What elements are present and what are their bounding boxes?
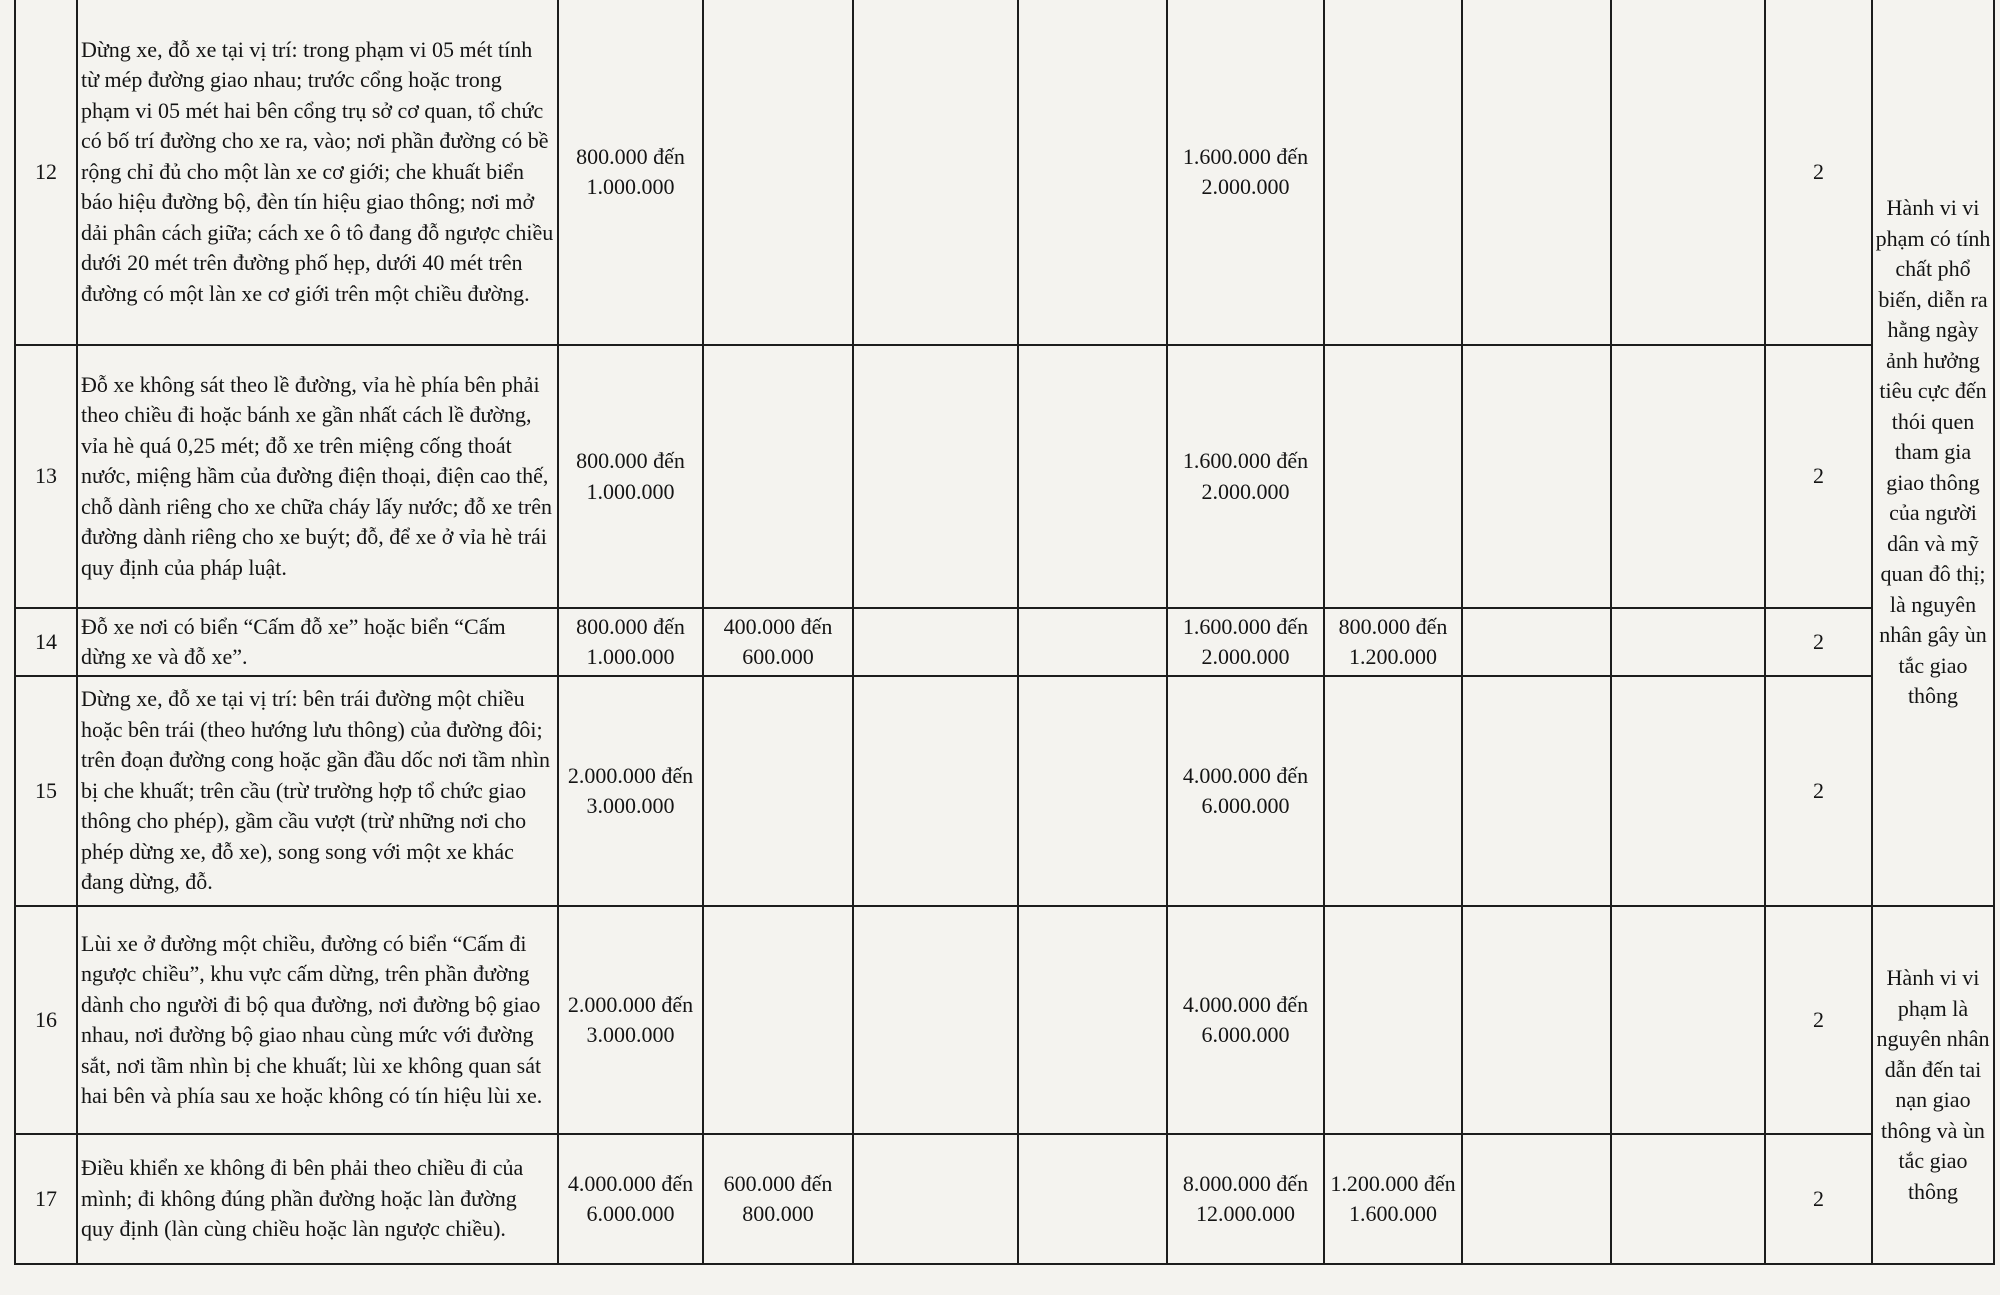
row-number: 13	[15, 345, 77, 608]
fine-cell	[703, 345, 853, 608]
violation-description: Dừng xe, đỗ xe tại vị trí: bên trái đường một chiều hoặc bên trái (theo hướng lưu thông) của đường đôi; trên đoạn đường cong hoặc gần đầu dốc nơi tầm nhìn bị che khuất; trên cầu (trừ trường hợp tổ chức giao thông cho phép), gầm cầu vượt (trừ những nơi cho phép dừng xe, đỗ xe), song song với một xe khác đang dừng, đỗ.	[77, 676, 558, 906]
fine-cell: 4.000.000 đến 6.000.000	[558, 1134, 703, 1264]
fine-cell: 2.000.000 đến 3.000.000	[558, 676, 703, 906]
table-row	[15, 0, 1994, 345]
fine-cell: 800.000 đến 1.200.000	[1324, 608, 1462, 676]
fine-cell	[1324, 345, 1462, 608]
points-cell: 2	[1765, 906, 1872, 1134]
violation-description: Điều khiển xe không đi bên phải theo chiều đi của mình; đi không đúng phần đường hoặc làn đường quy định (làn cùng chiều hoặc làn ngược chiều).	[77, 1134, 558, 1264]
points-cell: 2	[1765, 676, 1872, 906]
fine-cell	[853, 608, 1018, 676]
fine-cell	[1462, 676, 1611, 906]
table-row	[15, 906, 1994, 1134]
fine-cell	[1462, 0, 1611, 345]
penalty-table	[14, 0, 1995, 1265]
table-row	[15, 345, 1994, 608]
table-row	[15, 676, 1994, 906]
fine-cell	[703, 906, 853, 1134]
fine-cell	[1462, 906, 1611, 1134]
fine-cell: 1.600.000 đến 2.000.000	[1167, 0, 1324, 345]
fine-cell	[1611, 0, 1765, 345]
violation-description: Đỗ xe nơi có biển “Cấm đỗ xe” hoặc biển “Cấm dừng xe và đỗ xe”.	[77, 608, 558, 676]
fine-cell	[853, 906, 1018, 1134]
fine-cell	[853, 676, 1018, 906]
row-number: 16	[15, 906, 77, 1134]
fine-cell	[853, 1134, 1018, 1264]
fine-cell: 800.000 đến 1.000.000	[558, 608, 703, 676]
fine-cell	[1018, 608, 1167, 676]
table-row	[15, 608, 1994, 676]
fine-cell: 400.000 đến 600.000	[703, 608, 853, 676]
fine-cell: 600.000 đến 800.000	[703, 1134, 853, 1264]
note-cell-group-2: Hành vi vi phạm là nguyên nhân dẫn đến tai nạn giao thông và ùn tắc giao thông	[1872, 906, 1994, 1264]
row-number: 14	[15, 608, 77, 676]
fine-cell: 800.000 đến 1.000.000	[558, 345, 703, 608]
fine-cell	[1611, 608, 1765, 676]
note-cell-group-1: Hành vi vi phạm có tính chất phổ biến, diễn ra hằng ngày ảnh hưởng tiêu cực đến thói quen tham gia giao thông của người dân và mỹ quan đô thị; là nguyên nhân gây ùn tắc giao thông	[1872, 0, 1994, 906]
row-number: 15	[15, 676, 77, 906]
points-cell: 2	[1765, 1134, 1872, 1264]
violation-description: Đỗ xe không sát theo lề đường, vỉa hè phía bên phải theo chiều đi hoặc bánh xe gần nhất cách lề đường, vỉa hè quá 0,25 mét; đỗ xe trên miệng cống thoát nước, miệng hầm của đường điện thoại, điện cao thế, chỗ dành riêng cho xe chữa cháy lấy nước; đỗ xe trên đường dành riêng cho xe buýt; đỗ, để xe ở vỉa hè trái quy định của pháp luật.	[77, 345, 558, 608]
fine-cell	[1018, 1134, 1167, 1264]
fine-cell	[1462, 1134, 1611, 1264]
fine-cell	[1611, 345, 1765, 608]
fine-cell: 1.200.000 đến 1.600.000	[1324, 1134, 1462, 1264]
fine-cell	[1018, 345, 1167, 608]
row-number: 12	[15, 0, 77, 345]
points-cell: 2	[1765, 0, 1872, 345]
fine-cell	[1324, 0, 1462, 345]
fine-cell	[1324, 676, 1462, 906]
fine-cell	[703, 0, 853, 345]
fine-cell: 4.000.000 đến 6.000.000	[1167, 906, 1324, 1134]
fine-cell	[1018, 906, 1167, 1134]
row-number: 17	[15, 1134, 77, 1264]
points-cell: 2	[1765, 608, 1872, 676]
fine-cell: 1.600.000 đến 2.000.000	[1167, 608, 1324, 676]
violation-description: Dừng xe, đỗ xe tại vị trí: trong phạm vi 05 mét tính từ mép đường giao nhau; trước cổng hoặc trong phạm vi 05 mét hai bên cổng trụ sở cơ quan, tổ chức có bố trí đường cho xe ra, vào; nơi phần đường có bề rộng chỉ đủ cho một làn xe cơ giới; che khuất biển báo hiệu đường bộ, đèn tín hiệu giao thông; nơi mở dải phân cách giữa; cách xe ô tô đang đỗ ngược chiều dưới 20 mét trên đường phố hẹp, dưới 40 mét trên đường có một làn xe cơ giới trên một chiều đường.	[77, 0, 558, 345]
fine-cell	[853, 345, 1018, 608]
fine-cell	[853, 0, 1018, 345]
violation-description: Lùi xe ở đường một chiều, đường có biển “Cấm đi ngược chiều”, khu vực cấm dừng, trên phần đường dành cho người đi bộ qua đường, nơi đường bộ giao nhau, nơi đường bộ giao nhau cùng mức với đường sắt, nơi tầm nhìn bị che khuất; lùi xe không quan sát hai bên và phía sau xe hoặc không có tín hiệu lùi xe.	[77, 906, 558, 1134]
fine-cell	[703, 676, 853, 906]
fine-cell	[1462, 608, 1611, 676]
fine-cell: 1.600.000 đến 2.000.000	[1167, 345, 1324, 608]
fine-cell	[1462, 345, 1611, 608]
fine-cell: 4.000.000 đến 6.000.000	[1167, 676, 1324, 906]
fine-cell	[1018, 676, 1167, 906]
fine-cell	[1611, 676, 1765, 906]
fine-cell	[1611, 906, 1765, 1134]
fine-cell: 800.000 đến 1.000.000	[558, 0, 703, 345]
points-cell: 2	[1765, 345, 1872, 608]
table-row	[15, 1134, 1994, 1264]
fine-cell: 8.000.000 đến 12.000.000	[1167, 1134, 1324, 1264]
fine-cell	[1324, 906, 1462, 1134]
fine-cell	[1611, 1134, 1765, 1264]
fine-cell: 2.000.000 đến 3.000.000	[558, 906, 703, 1134]
fine-cell	[1018, 0, 1167, 345]
